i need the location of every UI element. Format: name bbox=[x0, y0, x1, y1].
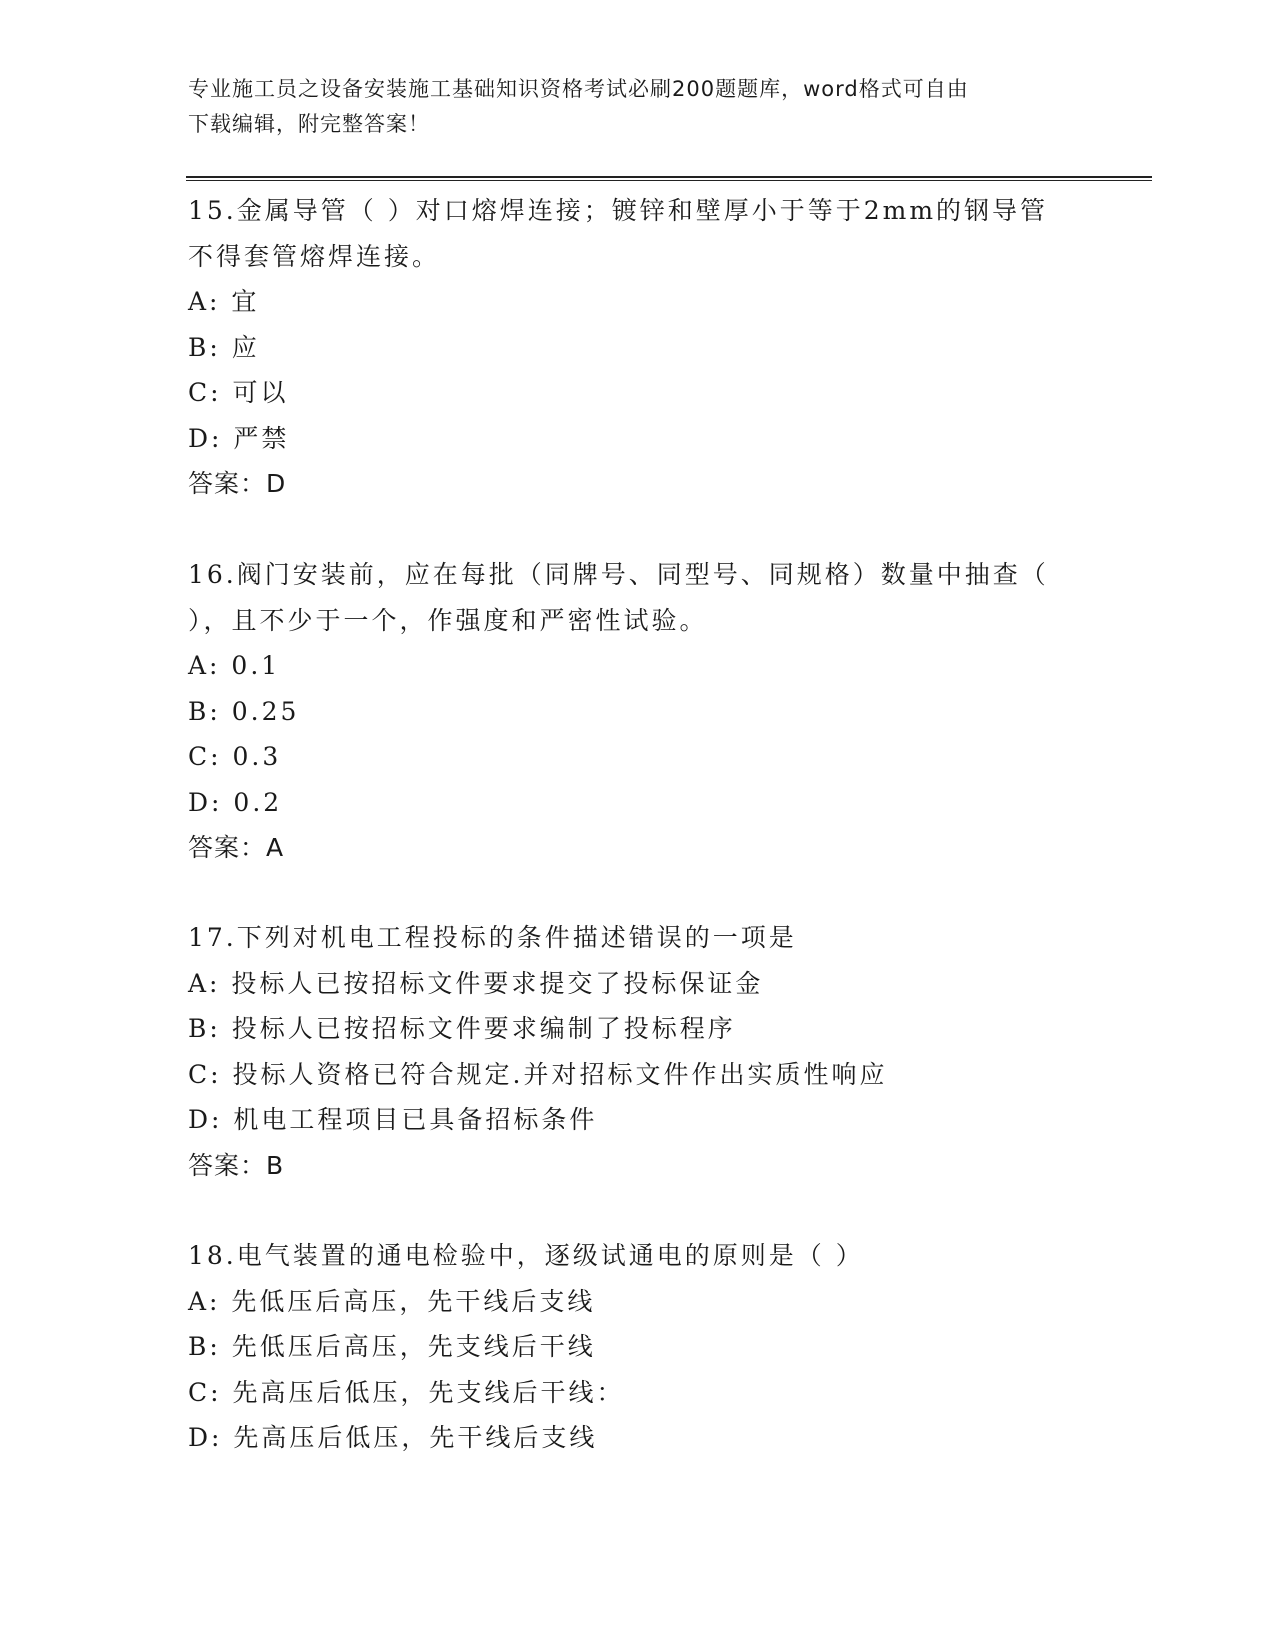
option-a: A: 投标人已按招标文件要求提交了投标保证金 bbox=[188, 968, 764, 998]
option-c: C: 投标人资格已符合规定.并对招标文件作出实质性响应 bbox=[188, 1059, 888, 1089]
option-a: A: 0.1 bbox=[188, 651, 281, 680]
question-stem-continued: 不得套管熔焊连接。 bbox=[188, 241, 441, 271]
option-b: B: 0.25 bbox=[188, 696, 300, 726]
answer: 答案：D bbox=[188, 469, 287, 498]
question-stem: 16.阀门安装前，应在每批（同牌号、同型号、同规格）数量中抽查（ bbox=[188, 560, 1049, 589]
question-17 bbox=[188, 915, 1088, 1188]
option-a: A: 先低压后高压，先干线后支线 bbox=[188, 1286, 596, 1316]
answer: 答案：A bbox=[188, 833, 285, 862]
option-d: D: 机电工程项目已具备招标条件 bbox=[188, 1105, 598, 1134]
question-stem: 17.下列对机电工程投标的条件描述错误的一项是 bbox=[188, 923, 797, 952]
option-b: B: 应 bbox=[188, 332, 260, 362]
header-title-line-1: 专业施工员之设备安装施工基础知识资格考试必刷200题题库，word格式可自由 bbox=[188, 77, 969, 101]
option-b: B: 投标人已按招标文件要求编制了投标程序 bbox=[188, 1014, 736, 1043]
question-stem-continued: ），且不少于一个，作强度和严密性试验。 bbox=[188, 605, 708, 635]
question-15 bbox=[188, 188, 1088, 507]
option-c: C: 0.3 bbox=[188, 742, 282, 771]
question-stem: 18.电气装置的通电检验中，逐级试通电的原则是（ ） bbox=[188, 1241, 864, 1270]
option-c: C: 先高压后低压，先支线后干线： bbox=[188, 1377, 625, 1407]
header-divider bbox=[186, 176, 1152, 181]
option-d: D: 严禁 bbox=[188, 423, 290, 453]
question-18 bbox=[188, 1233, 1088, 1461]
answer: 答案：B bbox=[188, 1150, 285, 1180]
option-d: D: 先高压后低压，先干线后支线 bbox=[188, 1423, 598, 1452]
question-16 bbox=[188, 552, 1088, 871]
option-d: D: 0.2 bbox=[188, 787, 283, 817]
page-header bbox=[188, 72, 1088, 142]
option-a: A: 宜 bbox=[188, 287, 260, 316]
option-b: B: 先低压后高压，先支线后干线 bbox=[188, 1332, 596, 1361]
option-c: C: 可以 bbox=[188, 378, 289, 407]
question-stem: 15.金属导管（ ）对口熔焊连接；镀锌和壁厚小于等于2mm的钢导管 bbox=[188, 196, 1049, 225]
header-title-line-2: 下载编辑，附完整答案！ bbox=[188, 112, 430, 136]
